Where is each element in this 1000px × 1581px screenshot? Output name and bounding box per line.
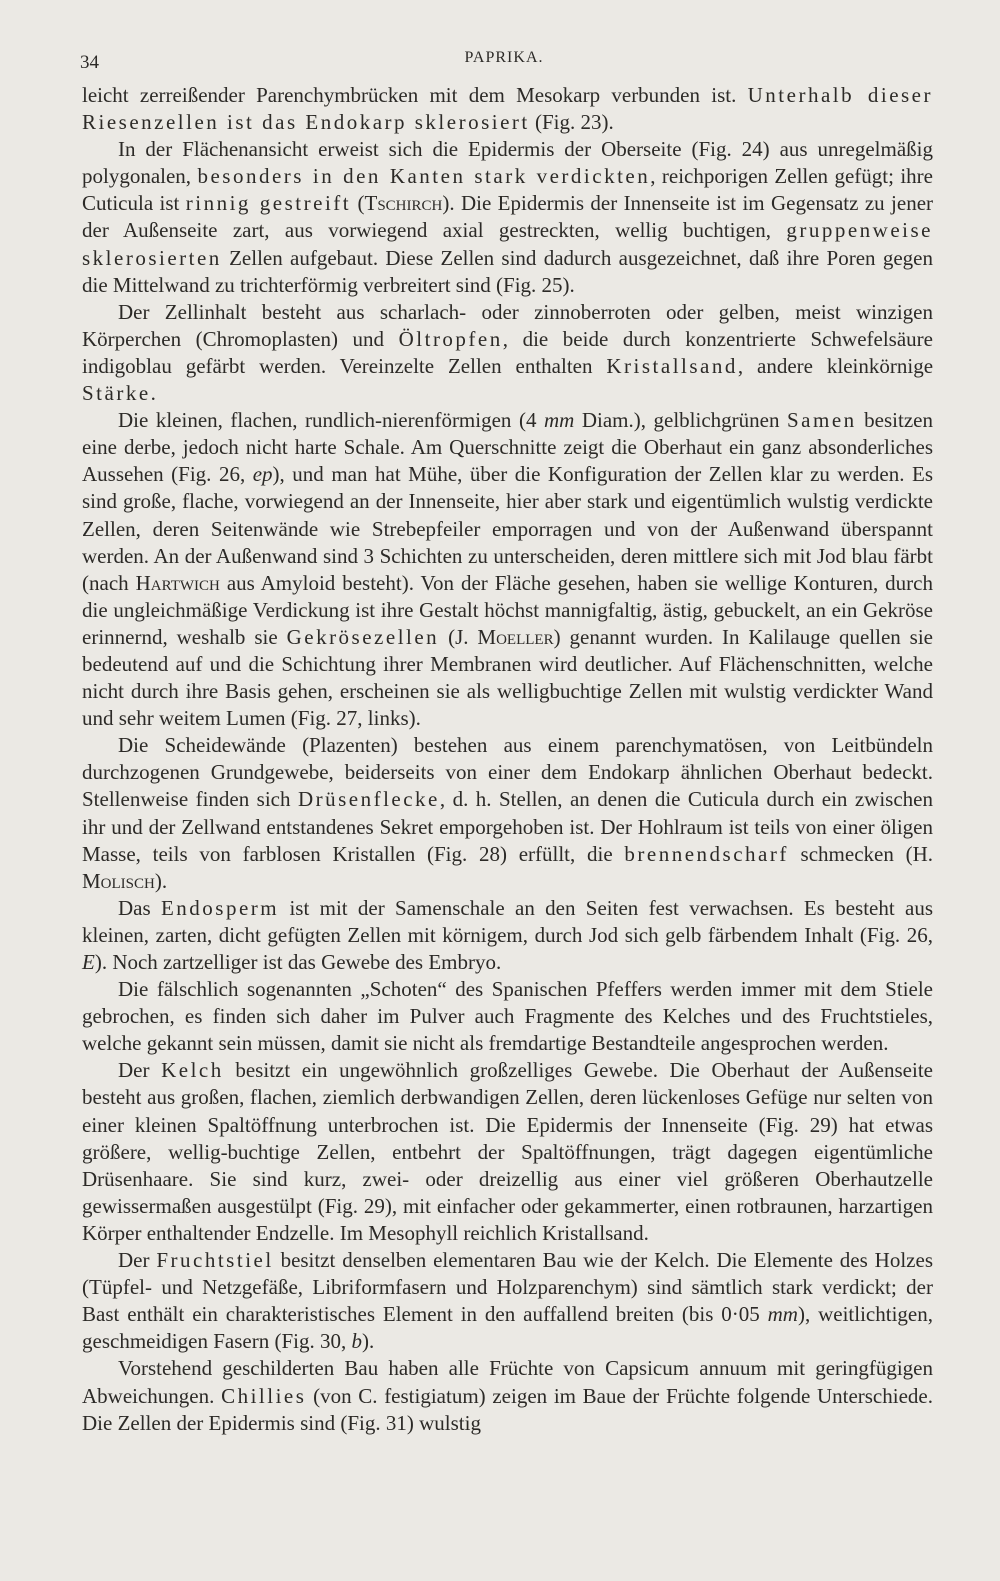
spaced-emphasis: Fruchtstiel	[156, 1248, 274, 1273]
paragraph-p9	[82, 1247, 933, 1355]
text-segment: ), und man hat Mühe, über die Konfiguration der Zellen klar zu werden. Es sind große, flache, vorwiegend an der Innenseite, hier aber stark und eigentümlich wulstig verdickte Zellen, deren Seitenwände wie Strebepfeiler emporragen und von der Außenwand überspannt werden. An der Außenwand sind 3 Schichten zu unterscheiden, deren mittlere sich mit Jod blau färbt (nach	[82, 462, 933, 595]
spaced-emphasis: Öltropfen	[398, 326, 503, 351]
spaced-emphasis: rinnig gestreift	[185, 191, 352, 216]
spaced-emphasis: Unterhalb dieser Riesenzellen ist das Endokarp sklerosiert	[82, 83, 933, 135]
spaced-emphasis: besonders in den Kanten stark verdickten	[197, 164, 651, 189]
paragraph-p6	[82, 895, 933, 976]
text-segment: , die beide durch konzentrierte Schwefelsäure indigoblau gefärbt werden. Vereinzelte Zellen enthalten	[82, 326, 933, 378]
text-segment: ). Die Epidermis der Innenseite ist im Gegensatz zu jener der Außenseite zart, aus vorwiegend axial gestreckten, wellig buchtigen,	[82, 191, 934, 243]
text-segment: ist mit der Samenschale an den Seiten fest verwachsen. Es besteht aus kleinen, zarten, dicht gefügten Zellen mit körnigem, durch Jod sich gelb färbendem Inhalt (Fig. 26,	[82, 895, 933, 947]
body-text	[82, 82, 933, 1437]
spaced-emphasis: Gekrösezellen	[286, 624, 440, 649]
italic-term: b	[351, 1329, 362, 1354]
paragraph-p3	[82, 299, 933, 407]
text-segment: leicht zerreißender Parenchymbrücken mit dem Mesokarp verbunden ist.	[82, 83, 748, 107]
text-segment: ) genannt wurden. In Kalilauge quellen sie bedeutend auf und die Schichtung ihrer Membranen wird deutlicher. Auf Flächenschnitten, welche nicht durch ihre Basis gehen, erscheinen sie als welligbuchtige Zellen mit wulstig verdickter Wand und sehr weitem Lumen (Fig. 27, links).	[82, 624, 933, 731]
text-segment: (J.	[439, 624, 478, 649]
text-segment: (	[351, 191, 365, 216]
paragraph-p7	[82, 976, 933, 1057]
text-segment: Diam.), gelblichgrünen	[574, 408, 787, 433]
italic-term: mm	[543, 408, 575, 433]
author-name: Molisch	[82, 868, 155, 893]
spaced-emphasis: Samen	[787, 408, 857, 433]
paragraph-p2	[82, 136, 933, 299]
text-segment: , reichporigen Zellen gefügt; ihre Cuticula ist	[82, 164, 933, 216]
spaced-emphasis: Drüsenflecke	[297, 787, 440, 812]
text-segment: , andere kleinkörnige	[737, 353, 934, 378]
text-segment: Vorstehend geschilderten Bau haben alle Früchte von Capsicum annuum mit geringfügigen Abweichungen.	[82, 1356, 933, 1408]
text-segment: , d. h. Stellen, an denen die Cuticula durch ein zwischen ihr und der Zellwand entstandenes Sekret emporgehoben ist. Der Hohlraum ist teils von einer öligen Masse, teils von farblosen Kristallen (Fig. 28) erfüllt, die	[82, 787, 933, 866]
paragraph-p10	[82, 1355, 933, 1436]
text-segment: aus Amyloid besteht). Von der Fläche gesehen, haben sie wellige Konturen, durch die ungleichmäßige Verdickung ist ihre Gestalt höchst mannigfaltig, ästig, gebuckelt, an ein Gekröse erinnernd, weshalb sie	[82, 570, 933, 649]
text-segment: besitzen eine derbe, jedoch nicht harte Schale. Am Querschnitte zeigt die Oberhaut ein ganz absonderliches Aussehen (Fig. 26,	[82, 408, 933, 487]
text-segment: .	[150, 381, 156, 406]
text-segment: besitzt denselben elementaren Bau wie der Kelch. Die Elemente des Holzes (Tüpfel- und Netzgefäße, Libriformfasern und Holzparenchym) sind sämtlich stark verdickt; der Bast enthält ein charakteristisches Element in den auffallend breiten (bis 0·05	[82, 1248, 933, 1327]
text-segment: Der	[118, 1248, 157, 1273]
text-segment: ).	[154, 868, 168, 893]
paragraph-p4	[82, 407, 933, 732]
italic-term: E	[82, 950, 95, 974]
text-segment: Die kleinen, flachen, rundlich-nierenförmigen (4	[118, 408, 544, 433]
text-segment: ). Noch zartzelliger ist das Gewebe des Embryo.	[94, 950, 502, 974]
text-segment: ), weitlichtigen, geschmeidigen Fasern (Fig. 30,	[82, 1302, 933, 1354]
spaced-emphasis: Stärke	[82, 381, 151, 406]
text-segment: Die fälschlich sogenannten „Schoten“ des Spanischen Pfeffers werden immer mit dem Stiele gebrochen, es finden sich daher im Pulver auch Fragmente des Kelches und des Fruchtstieles, welche gekannt sein müssen, damit sie nicht als fremdartige Bestandteile angesprochen werden.	[82, 977, 933, 1056]
spaced-emphasis: Kristallsand	[606, 353, 738, 378]
text-segment: Die Scheidewände (Plazenten) bestehen aus einem parenchymatösen, von Leitbündeln durchzogenen Grundgewebe, beiderseits von einer dem Endokarp ähnlichen Oberhaut bedeckt. Stellenweise finden sich	[82, 733, 933, 812]
text-segment: besitzt ein ungewöhnlich großzelliges Gewebe. Die Oberhaut der Außenseite besteht aus großen, flachen, ziemlich derbwandigen Zellen, deren lückenloses Gefüge nur selten von einer kleinen Spaltöffnung unterbrochen ist. Die Epidermis der Innenseite (Fig. 29) hat etwas größere, wellig-buchtige Zellen, entbehrt der Spaltöffnungen, trägt dagegen eigentümliche Drüsenhaare. Sie sind kurz, zwei- oder dreizellig aus einer viel größeren Oberhautzelle gewissermaßen ausgestülpt (Fig. 29), mit einfacher oder gekammerter, einen rotbraunen, harzartigen Körper enthaltender Endzelle. Im Mesophyll reichlich Kristallsand.	[82, 1058, 933, 1245]
page-header	[80, 44, 928, 74]
author-name: Hartwich	[135, 570, 220, 595]
text-segment: ).	[361, 1329, 375, 1354]
spaced-emphasis: Endosperm	[160, 895, 280, 920]
text-segment: In der Flächenansicht erweist sich die Epidermis der Oberseite (Fig. 24) aus unregelmäßig polygonalen,	[82, 137, 933, 189]
paragraph-p8	[82, 1057, 933, 1247]
text-segment: Der Zellinhalt besteht aus scharlach- oder zinnoberroten oder gelben, meist winzigen Körperchen (Chromoplasten) und	[82, 299, 933, 351]
paragraph-p1	[82, 82, 933, 136]
spaced-emphasis: gruppenweise sklerosierten	[82, 218, 933, 270]
paragraph-p5	[82, 732, 933, 895]
italic-term: mm	[767, 1302, 798, 1327]
spaced-emphasis: brennendscharf	[624, 841, 789, 866]
text-segment: Der	[118, 1058, 162, 1083]
text-segment: Zellen aufgebaut. Diese Zellen sind dadurch ausgezeichnet, daß ihre Poren gegen die Mittelwand zu trichterförmig verbreitert sind (Fig. 25).	[82, 245, 933, 297]
page-number: 34	[80, 52, 99, 73]
author-name: Moeller	[477, 624, 554, 649]
text-segment: schmecken (H.	[788, 841, 933, 866]
text-segment: Das	[118, 895, 161, 920]
text-segment: (von C. festigiatum) zeigen im Baue der Früchte folgende Unterschiede. Die Zellen der Epidermis sind (Fig. 31) wulstig	[82, 1383, 933, 1435]
spaced-emphasis: Chillies	[221, 1383, 307, 1408]
running-head: PAPRIKA.	[464, 49, 544, 66]
italic-term: ep	[252, 462, 273, 487]
text-segment: (Fig. 23).	[529, 110, 614, 135]
author-name: Tschirch	[364, 191, 443, 216]
spaced-emphasis: Kelch	[161, 1058, 224, 1083]
